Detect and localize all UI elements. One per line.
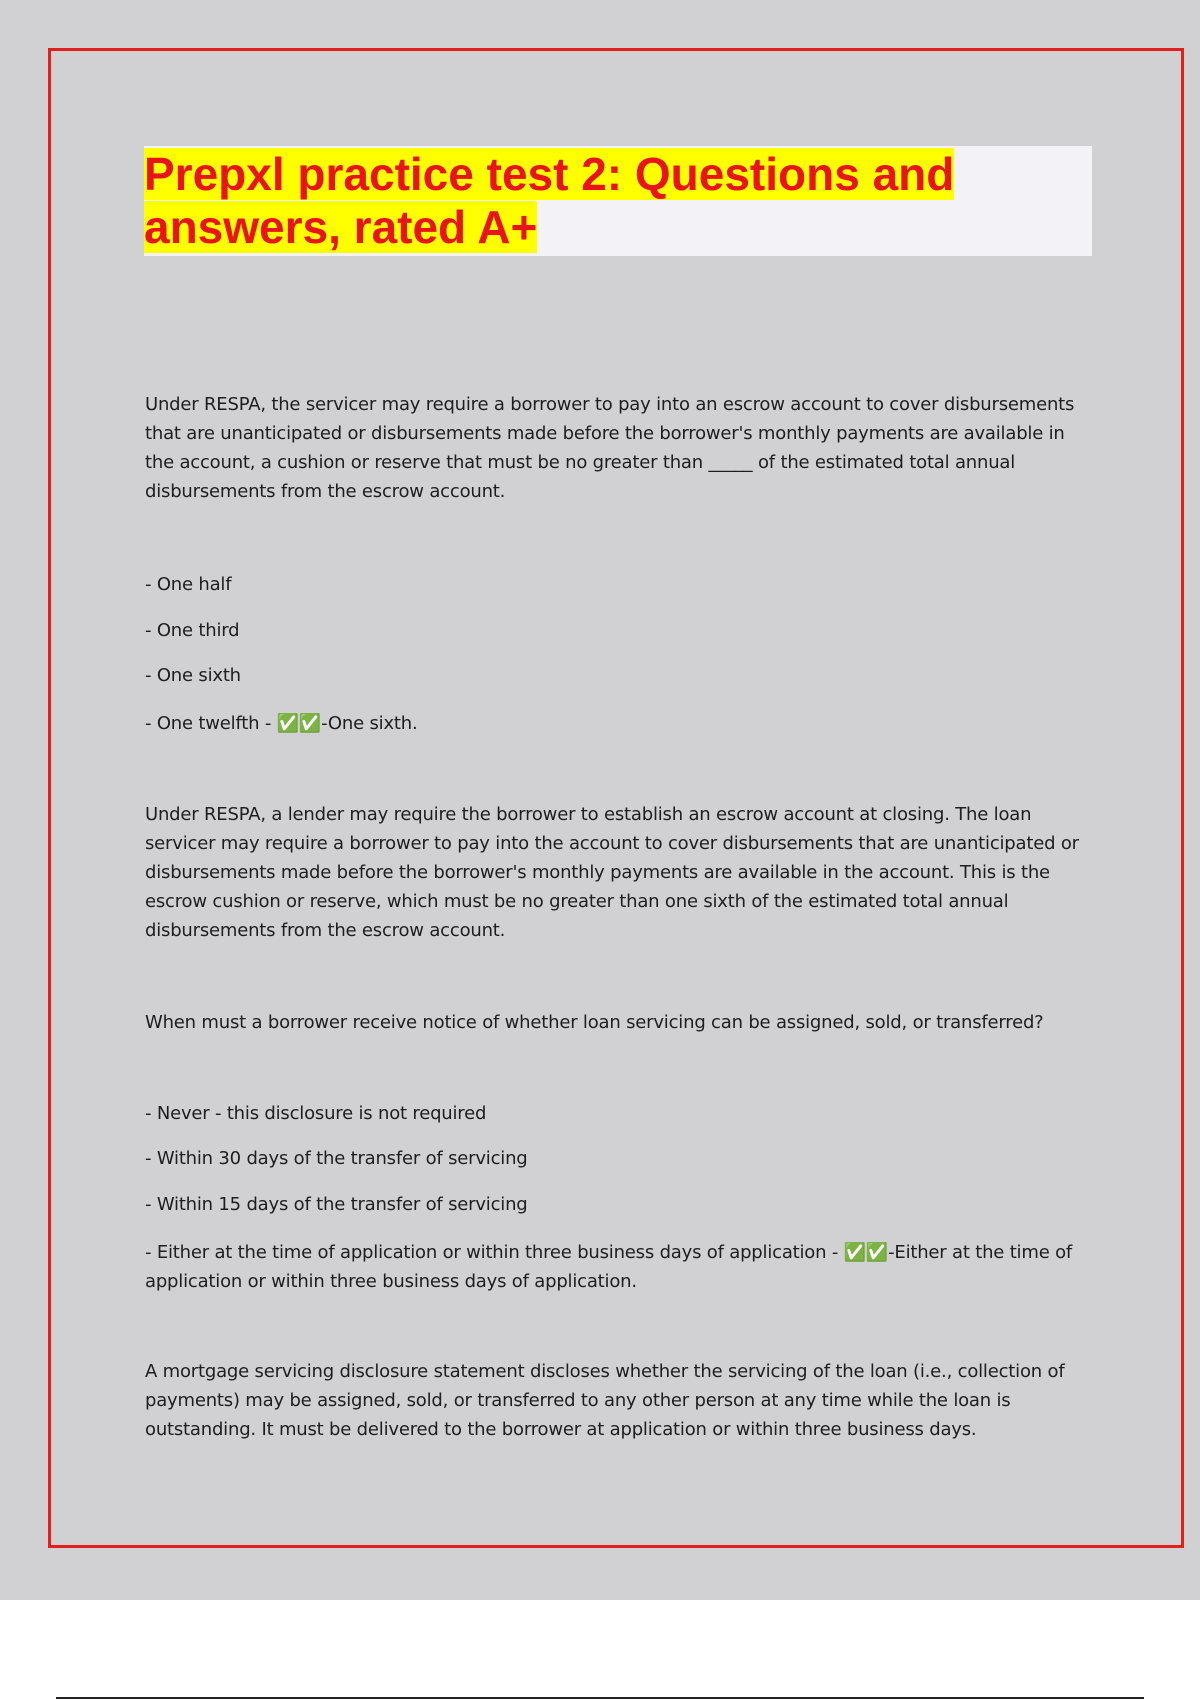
page-border-frame — [48, 48, 1184, 1548]
document-title — [144, 148, 1044, 254]
title-line-1: Prepxl practice test 2: Questions and — [144, 148, 955, 200]
footer-divider — [56, 1697, 1144, 1699]
question-2-option-2: - Within 30 days of the transfer of servicing — [145, 1148, 528, 1169]
question-2-explanation: A mortgage servicing disclosure statement discloses whether the servicing of the loan (i.e., collection of payments) may be assigned, sold, or transferred to any other person at any time while the loan is outstanding. It must be delivered to the borrower at application or within three business days. — [145, 1361, 1065, 1440]
question-2-text: When must a borrower receive notice of whether loan servicing can be assigned, sold, or transferred? — [145, 1012, 1044, 1033]
title-line-2: answers, rated A+ — [144, 201, 538, 253]
question-1-text: Under RESPA, the servicer may require a borrower to pay into an escrow account to cover disbursements that are unanticipated or disbursements made before the borrower's monthly payments are available in the account, a cushion or reserve that must be no greater than _____ of the estimated total annual disbursements from the escrow account. — [145, 394, 1075, 502]
question-2-option-4-answer: - Either at the time of application or within three business days of application - ✅✅-Either at the time of application or within three business days of application. — [145, 1242, 1073, 1292]
question-1-option-1: - One half — [145, 574, 232, 595]
question-2-option-3: - Within 15 days of the transfer of servicing — [145, 1194, 528, 1215]
question-1-option-2: - One third — [145, 620, 240, 641]
question-1-option-3: - One sixth — [145, 665, 241, 686]
question-2-option-1: - Never - this disclosure is not required — [145, 1103, 487, 1124]
question-1-explanation: Under RESPA, a lender may require the borrower to establish an escrow account at closing. The loan servicer may require a borrower to pay into the account to cover disbursements that are unanticipated or disbursements made before the borrower's monthly payments are available in the account. This is the escrow cushion or reserve, which must be no greater than one sixth of the estimated total annual disbursements from the escrow account. — [145, 804, 1079, 941]
question-1-option-4-answer: - One twelfth - ✅✅-One sixth. — [145, 713, 418, 734]
